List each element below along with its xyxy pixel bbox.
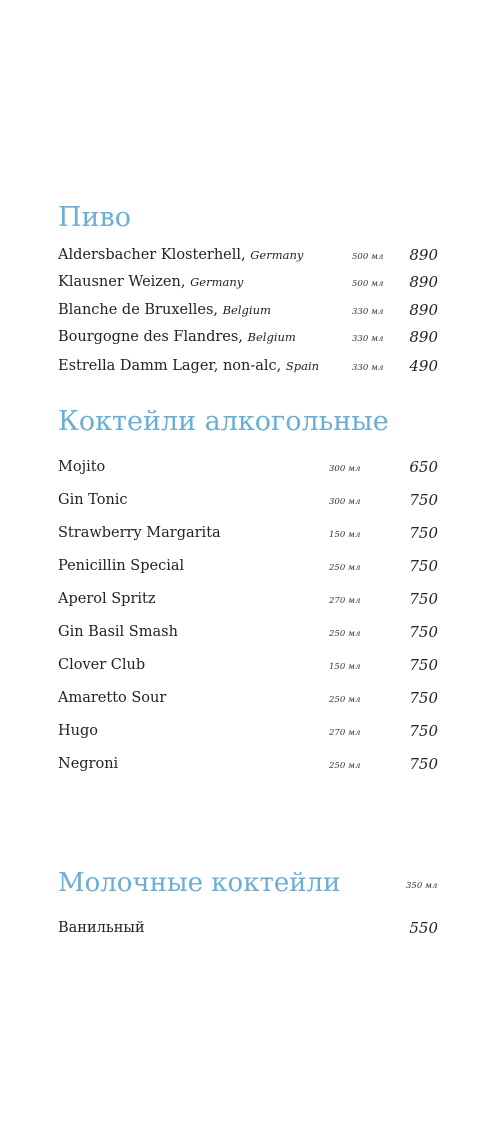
- section-volume: 350 мл: [406, 881, 438, 891]
- item-name-text: Blanche de Bruxelles,: [58, 302, 223, 318]
- item-volume: 150 мл: [329, 662, 361, 672]
- item-price: 890: [409, 246, 438, 264]
- item-name: Negroni: [58, 756, 119, 772]
- item-name: Hugo: [58, 723, 98, 739]
- item-name: Gin Basil Smash: [58, 624, 178, 640]
- item-volume: 270 мл: [329, 596, 361, 606]
- item-volume: 500 мл: [352, 279, 384, 289]
- item-price: 750: [409, 722, 438, 740]
- item-price: 750: [409, 491, 438, 509]
- menu-item: [0, 326, 495, 348]
- menu-item: [0, 917, 495, 939]
- menu-item: [0, 271, 495, 293]
- item-volume: 270 мл: [329, 728, 361, 738]
- item-country: Spain: [285, 359, 320, 373]
- item-price: 650: [409, 458, 438, 476]
- menu-item: [0, 244, 495, 266]
- item-volume: 250 мл: [329, 695, 361, 705]
- item-country: Belgium: [222, 303, 271, 317]
- item-price: 550: [409, 919, 438, 937]
- item-name: Mojito: [58, 459, 106, 475]
- section-title-beer: Пиво: [58, 202, 131, 233]
- item-name-text: Klausner Weizen,: [58, 274, 191, 290]
- item-volume: 330 мл: [352, 363, 384, 373]
- item-name-text: Bourgogne des Flandres,: [58, 329, 248, 345]
- item-name: [58, 299, 271, 321]
- menu-item: [0, 555, 495, 577]
- item-country: Germany: [250, 248, 304, 262]
- item-price: 750: [409, 656, 438, 674]
- item-price: 750: [409, 689, 438, 707]
- menu-item: [0, 621, 495, 643]
- menu-item: [0, 299, 495, 321]
- item-volume: 150 мл: [329, 530, 361, 540]
- item-name: Penicillin Special: [58, 558, 185, 574]
- item-name: Strawberry Margarita: [58, 525, 221, 541]
- item-price: 750: [409, 524, 438, 542]
- item-price: 890: [409, 301, 438, 319]
- item-volume: 250 мл: [329, 629, 361, 639]
- item-name-text: Aldersbacher Klosterhell,: [58, 247, 251, 263]
- menu-item: [0, 720, 495, 742]
- menu-item: [0, 588, 495, 610]
- item-volume: 250 мл: [329, 761, 361, 771]
- item-volume: 330 мл: [352, 334, 384, 344]
- item-name: [58, 271, 243, 293]
- item-name: Aperol Spritz: [58, 591, 156, 607]
- item-volume: 500 мл: [352, 252, 384, 262]
- item-name: Clover Club: [58, 657, 146, 673]
- menu-item: [0, 687, 495, 709]
- item-name: [58, 244, 303, 266]
- item-name: [58, 355, 319, 377]
- item-price: 750: [409, 557, 438, 575]
- menu-item: [0, 654, 495, 676]
- item-name: Ванильный: [58, 920, 145, 936]
- item-name: Gin Tonic: [58, 492, 128, 508]
- item-volume: 250 мл: [329, 563, 361, 573]
- item-country: Belgium: [247, 330, 296, 344]
- item-volume: 300 мл: [329, 464, 361, 474]
- item-name: [58, 326, 296, 348]
- item-price: 750: [409, 623, 438, 641]
- menu-item: [0, 355, 495, 377]
- item-price: 490: [409, 357, 438, 375]
- menu-item: [0, 522, 495, 544]
- menu-item: [0, 753, 495, 775]
- item-price: 750: [409, 590, 438, 608]
- item-volume: 300 мл: [329, 497, 361, 507]
- menu-item: [0, 456, 495, 478]
- item-volume: 330 мл: [352, 307, 384, 317]
- section-title-milkshakes: Молочные коктейли: [58, 868, 341, 898]
- item-price: 750: [409, 755, 438, 773]
- menu-item: [0, 489, 495, 511]
- section-title-cocktails: Коктейли алкогольные: [58, 406, 389, 437]
- item-price: 890: [409, 273, 438, 291]
- item-name: Amaretto Sour: [58, 690, 167, 706]
- item-price: 890: [409, 328, 438, 346]
- item-name-text: Estrella Damm Lager, non-alc,: [58, 358, 286, 374]
- item-country: Germany: [190, 275, 244, 289]
